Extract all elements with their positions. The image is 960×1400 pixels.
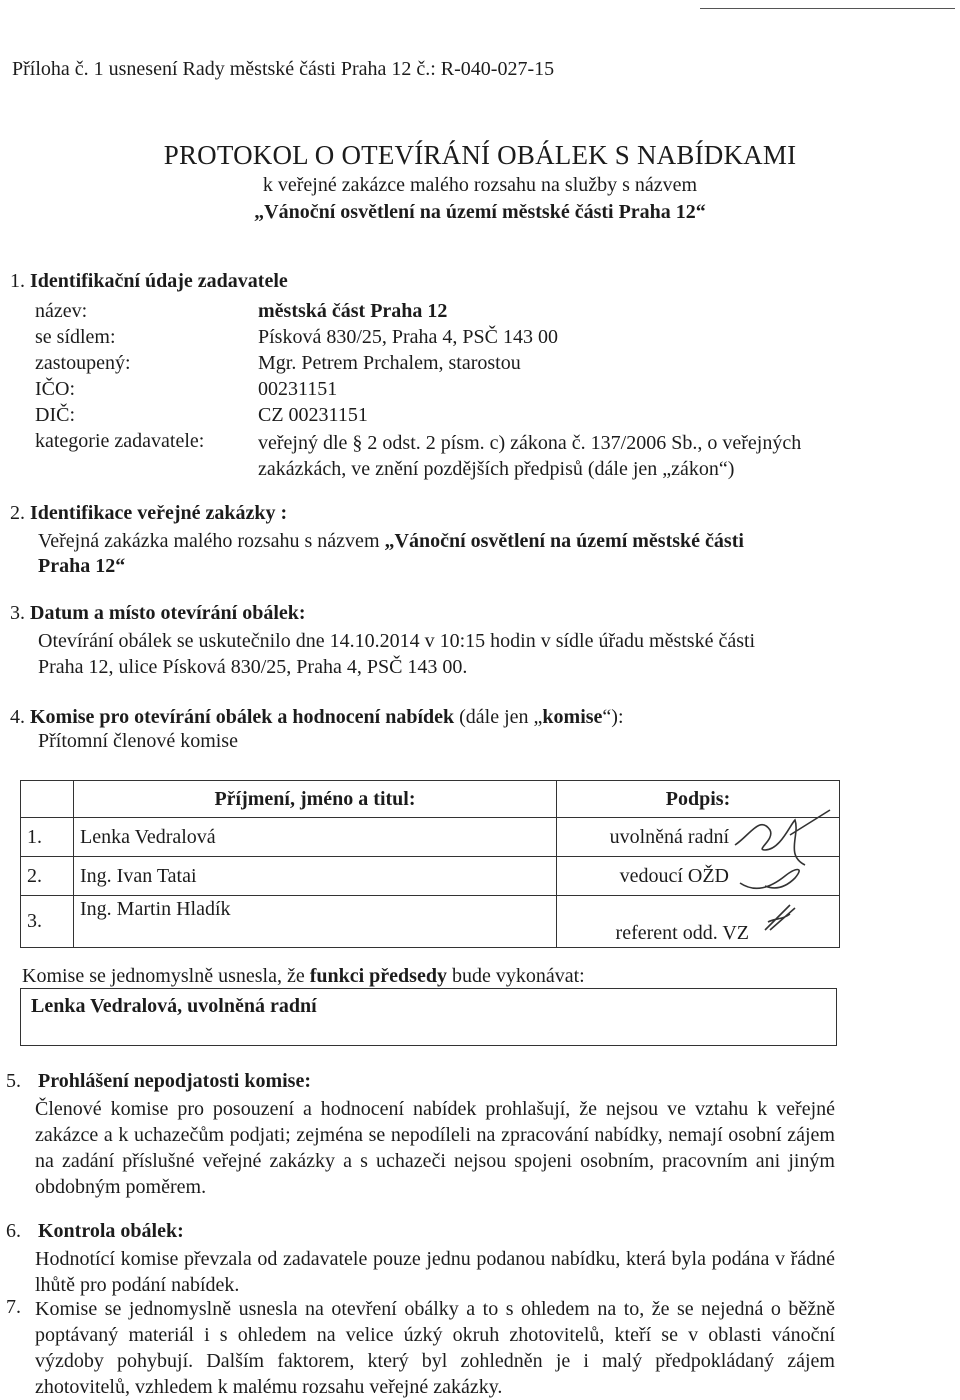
member-name: Ing. Ivan Tatai bbox=[74, 857, 557, 896]
section-6-heading: Kontrola obálek: bbox=[38, 1220, 184, 1242]
document-title: PROTOKOL O OTEVÍRÁNÍ OBÁLEK S NABÍDKAMI bbox=[163, 140, 797, 170]
field-value: Mgr. Petrem Prchalem, starostou bbox=[258, 352, 521, 374]
section-title-term: komise bbox=[542, 706, 603, 728]
contract-description: Veřejná zakázka malého rozsahu s názvem bbox=[38, 530, 385, 552]
signature-2-icon bbox=[735, 858, 815, 898]
section-number: 3. bbox=[10, 602, 25, 624]
chair-name: Lenka Vedralová, uvolněná radní bbox=[31, 995, 317, 1017]
field-label: se sídlem: bbox=[35, 326, 116, 348]
section-5-text: Členové komise pro posouzení a hodnocení nabídek prohlašují, že nejsou ve vztahu k veřejné zakázce a k uchazečům podjati; zejména se nepodíleli na zpracování nabídky, nemají osobní zájem na zadání příslušné veřejné zakázky a s uchazeči nejsou spojeni osobním, pracovním ani jiným obdobným poměrem. bbox=[35, 1098, 835, 1198]
member-name: Ing. Martin Hladík bbox=[74, 896, 557, 948]
table-row bbox=[21, 896, 840, 948]
table-row bbox=[21, 857, 840, 896]
row-number: 3. bbox=[21, 896, 74, 948]
member-name: Lenka Vedralová bbox=[74, 818, 557, 857]
section-5-number: 5. bbox=[6, 1070, 21, 1092]
field-value: městská část Praha 12 bbox=[258, 300, 448, 322]
field-label: kategorie zadavatele: bbox=[35, 430, 205, 452]
section-title: Identifikační údaje zadavatele bbox=[30, 270, 288, 292]
section-4-heading bbox=[10, 706, 624, 729]
table-row bbox=[21, 818, 840, 857]
table-header-name: Příjmení, jméno a titul: bbox=[74, 781, 557, 818]
section-title: Komise pro otevírání obálek a hodnocení nabídek bbox=[30, 706, 455, 728]
chair-election-tail: bude vykonávat: bbox=[446, 965, 585, 987]
member-role: vedoucí OŽD bbox=[557, 857, 840, 896]
member-role: uvolněná radní bbox=[557, 818, 840, 857]
table-header-signature: Podpis: bbox=[557, 781, 840, 818]
document-subtitle: k veřejné zakázce malého rozsahu na služby s názvem bbox=[262, 174, 698, 196]
field-value: CZ 00231151 bbox=[258, 404, 368, 426]
field-value-continued: zakázkách, ve znění pozdějších předpisů (dále jen „zákon“) bbox=[258, 458, 735, 480]
section-number: 1. bbox=[10, 270, 25, 292]
section-number: 4. bbox=[10, 706, 25, 728]
section-3-heading bbox=[10, 602, 306, 625]
section-5-heading: Prohlášení nepodjatosti komise: bbox=[38, 1070, 311, 1092]
top-rule bbox=[700, 8, 955, 9]
contract-name-inline-cont: Praha 12“ bbox=[38, 555, 126, 577]
contract-name: „Vánoční osvětlení na území městské části Praha 12“ bbox=[254, 201, 706, 223]
field-label: DIČ: bbox=[35, 404, 75, 426]
field-value: 00231151 bbox=[258, 378, 338, 400]
chair-election-text bbox=[22, 965, 585, 988]
opening-place-text: Praha 12, ulice Písková 830/25, Praha 4, PSČ 143 00. bbox=[38, 656, 468, 678]
field-label: zastoupený: bbox=[35, 352, 131, 374]
table-header-cell bbox=[21, 781, 74, 818]
section-title-tail: (dále jen „ bbox=[454, 706, 543, 728]
section-2-heading bbox=[10, 502, 287, 525]
field-label: název: bbox=[35, 300, 88, 322]
section-title: Identifikace veřejné zakázky : bbox=[30, 502, 288, 524]
signature-3-icon bbox=[760, 900, 800, 938]
section-2-text bbox=[38, 530, 744, 553]
contract-name-inline: „Vánoční osvětlení na území městské části bbox=[384, 530, 744, 552]
chair-election-plain: Komise se jednomyslně usnesla, že bbox=[22, 965, 310, 987]
row-number: 1. bbox=[21, 818, 74, 857]
section-title: Datum a místo otevírání obálek: bbox=[30, 602, 306, 624]
row-number: 2. bbox=[21, 857, 74, 896]
section-title-end: “): bbox=[602, 706, 624, 728]
field-value: veřejný dle § 2 odst. 2 písm. c) zákona č. 137/2006 Sb., o veřejných bbox=[258, 432, 802, 454]
chair-box bbox=[20, 988, 837, 1046]
opening-date-text: Otevírání obálek se uskutečnilo dne 14.10.2014 v 10:15 hodin v sídle úřadu městské části bbox=[38, 630, 756, 652]
chair-function: funkci předsedy bbox=[309, 965, 447, 987]
section-7-number: 7. bbox=[6, 1296, 21, 1318]
table-header-row bbox=[21, 781, 840, 818]
section-number: 2. bbox=[10, 502, 25, 524]
committee-table bbox=[20, 780, 840, 948]
section-6-text: Hodnotící komise převzala od zadavatele pouze jednu podanou nabídku, která byla podána v řádné lhůtě pro podání nabídek. bbox=[35, 1248, 835, 1296]
member-role: referent odd. VZ bbox=[557, 896, 840, 948]
section-7-text: Komise se jednomyslně usnesla na otevření obálky a to s ohledem na to, že se nejedná o běžně poptávaný materiál i s ohledem na velice úzký okruh zhotovitelů, kteří se v oblasti vánoční výzdoby pohybují. Dalším faktorem, který byl zohledněn je i malý předpokládaný zájem zhotovitelů, vzhledem k malému rozsahu veřejné zakázky. bbox=[35, 1298, 835, 1398]
field-label: IČO: bbox=[35, 378, 75, 400]
present-members-label: Přítomní členové komise bbox=[38, 730, 238, 752]
section-1-heading bbox=[10, 270, 288, 293]
header-reference: Příloha č. 1 usnesení Rady městské části Praha 12 č.: R-040-027-15 bbox=[12, 58, 555, 80]
field-value: Písková 830/25, Praha 4, PSČ 143 00 bbox=[258, 326, 559, 348]
section-6-number: 6. bbox=[6, 1220, 21, 1242]
